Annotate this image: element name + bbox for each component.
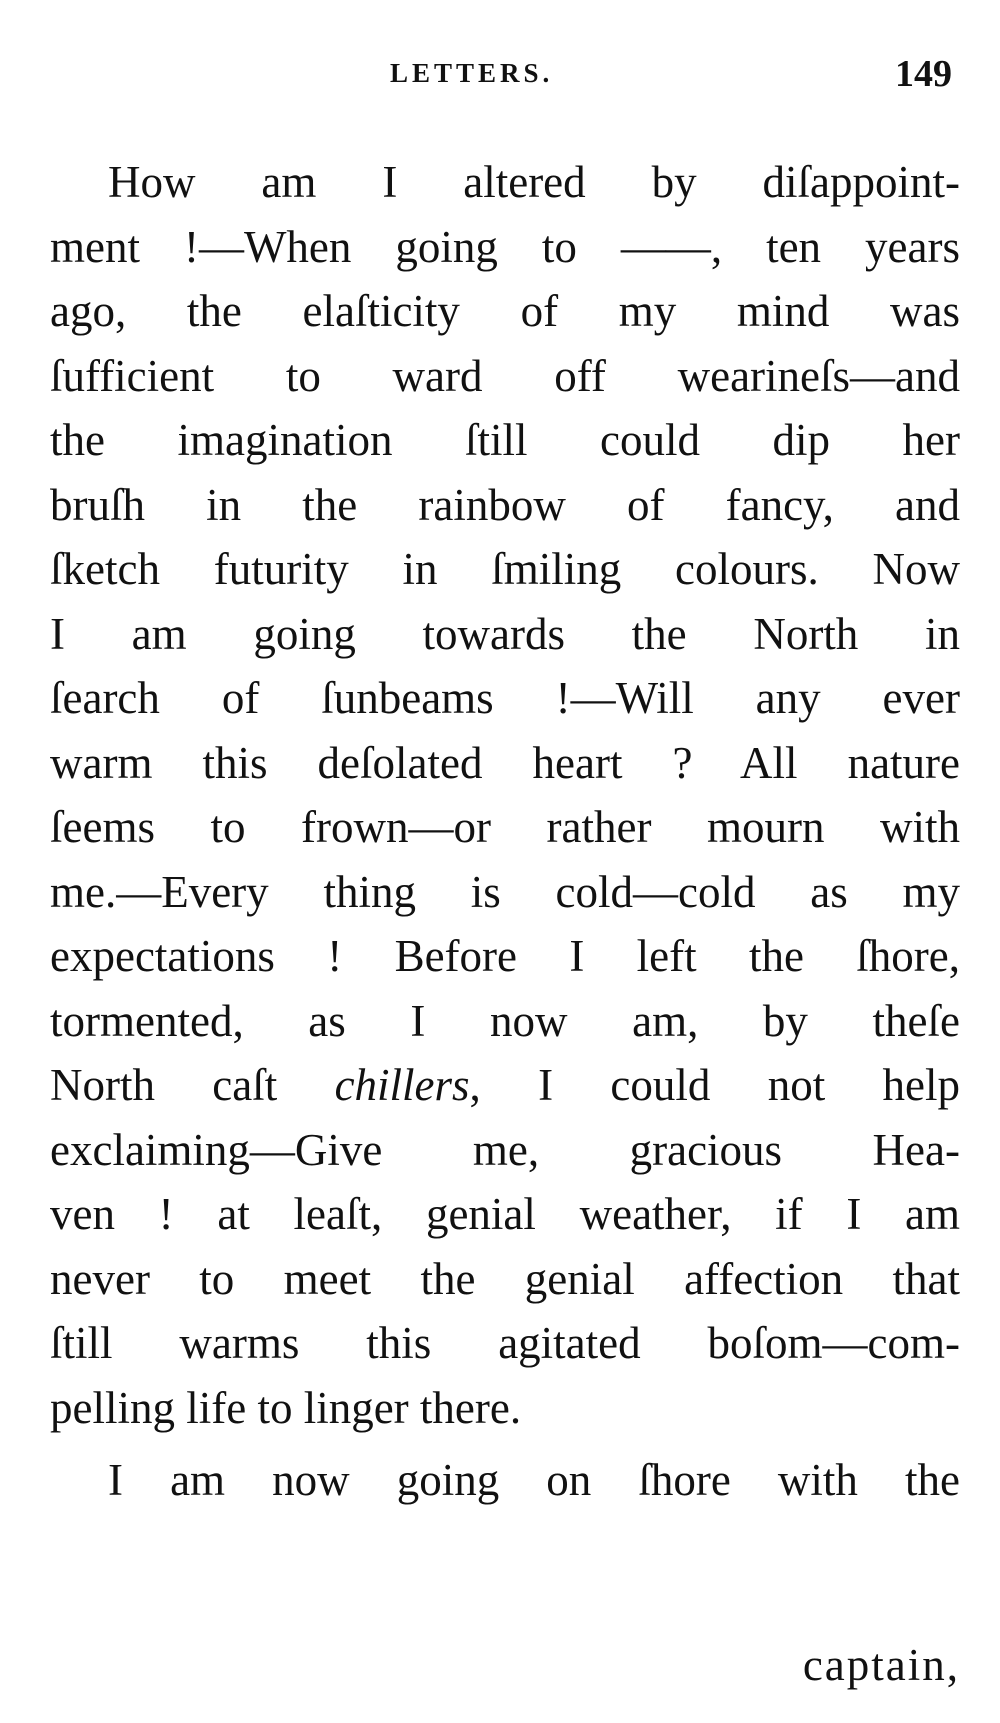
text-line: ſeems to frown—or rather mourn with bbox=[50, 802, 960, 852]
text-line: I am going towards the North in bbox=[50, 608, 960, 659]
text-line: warm this deſolated heart ? All nature bbox=[50, 737, 960, 788]
text-line: ven ! at leaſt, genial weather, if I am bbox=[50, 1189, 960, 1239]
catchword: captain, bbox=[802, 1640, 960, 1690]
text-line-with-italic bbox=[50, 1053, 960, 1118]
text-segment: North caſt bbox=[50, 1060, 278, 1110]
text-line: never to meet the genial affection that bbox=[50, 1253, 960, 1304]
text-line: How am I altered by diſappoint- bbox=[108, 157, 960, 207]
text-line: expectations ! Before I left the ſhore, bbox=[50, 931, 960, 981]
text-line: ſearch of ſunbeams !—Will any ever bbox=[50, 673, 960, 723]
page-header bbox=[0, 48, 1000, 108]
text-line: ago, the elaſticity of my mind was bbox=[50, 286, 960, 336]
text-line: I am now going on ſhore with the bbox=[108, 1455, 960, 1505]
paragraph-gap bbox=[50, 1440, 960, 1448]
text-line: ſufficient to ward off wearineſs—and bbox=[50, 350, 960, 401]
italic-word: chillers bbox=[334, 1060, 470, 1110]
text-segment: , I could not help bbox=[469, 1060, 960, 1110]
text-line: pelling life to linger there. bbox=[50, 1382, 522, 1433]
running-head: LETTERS. bbox=[390, 58, 554, 88]
text-line: me.—Every thing is cold—cold as my bbox=[50, 866, 960, 917]
text-line: bruſh in the rainbow of fancy, and bbox=[50, 479, 960, 530]
text-line: the imagination ſtill could dip her bbox=[50, 415, 960, 465]
text-line: ſketch futurity in ſmiling colours. Now bbox=[50, 544, 960, 594]
page-number: 149 bbox=[895, 53, 952, 95]
text-line: ſtill warms this agitated boſom—com- bbox=[50, 1318, 960, 1368]
body-text bbox=[50, 150, 960, 1513]
text-line: tormented, as I now am, by theſe bbox=[50, 995, 960, 1046]
text-line: ment !—When going to ——, ten years bbox=[50, 221, 960, 272]
text-line: exclaiming—Give me, gracious Hea- bbox=[50, 1124, 960, 1175]
